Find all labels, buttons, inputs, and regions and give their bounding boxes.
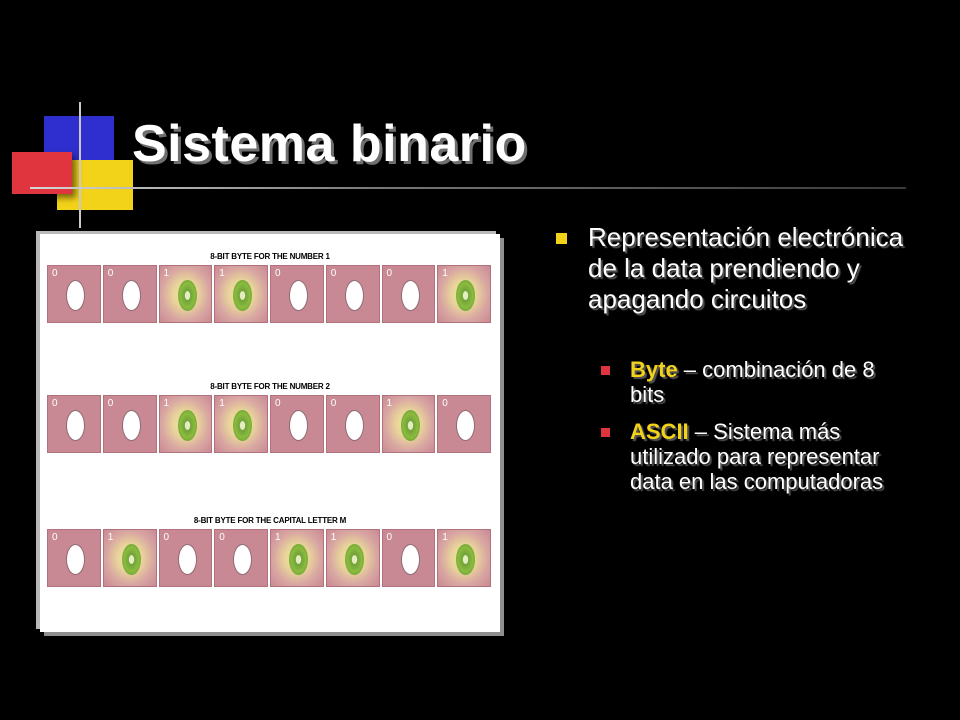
- bit-cell: [437, 529, 491, 587]
- sub-bullet-keyword: ASCII: [630, 419, 689, 444]
- bit-value: 0: [275, 268, 281, 279]
- bit-value: 0: [107, 268, 114, 279]
- bit-cell: [47, 265, 101, 323]
- bulb-off-icon: [401, 544, 420, 575]
- title-underline: [30, 187, 906, 189]
- bit-cell: [270, 265, 324, 323]
- bulb-off-icon: [233, 544, 252, 575]
- bit-value: 0: [52, 268, 58, 279]
- bulb-on-icon: [122, 544, 141, 575]
- bit-cells: [47, 395, 493, 455]
- bulb-off-icon: [401, 280, 420, 311]
- bulb-on-icon: [178, 280, 197, 311]
- sub-bullet-keyword: Byte: [630, 357, 678, 382]
- slide-title: Sistema binario: [132, 115, 527, 173]
- bit-cell: [326, 529, 380, 587]
- bit-value: 0: [330, 268, 337, 279]
- bit-value: 0: [52, 532, 58, 543]
- bit-value: 1: [442, 532, 448, 543]
- bit-value: 0: [386, 532, 393, 543]
- bit-cell: [159, 529, 213, 587]
- bulb-on-icon: [289, 544, 308, 575]
- bulb-on-icon: [401, 410, 420, 441]
- bit-value: 0: [275, 398, 281, 409]
- bit-value: 0: [107, 398, 114, 409]
- bit-cell: [437, 265, 491, 323]
- bit-cell: [326, 265, 380, 323]
- bullet-marker: [556, 233, 567, 244]
- bit-cell: [382, 265, 436, 323]
- bit-cell: [159, 265, 213, 323]
- sub-bullet-text: Sistema más utilizado para representar data en las computadoras: [630, 419, 884, 494]
- bulb-off-icon: [456, 410, 475, 441]
- bit-cell: [103, 265, 157, 323]
- bulb-off-icon: [178, 544, 197, 575]
- bit-value: 1: [163, 398, 170, 409]
- bit-cell: [326, 395, 380, 453]
- byte-panel-title: 8-BIT BYTE FOR THE CAPITAL LETTER M: [193, 516, 347, 525]
- bit-value: 1: [163, 268, 170, 279]
- bit-cell: [382, 529, 436, 587]
- bit-value: 1: [275, 532, 281, 543]
- bulb-on-icon: [233, 280, 252, 311]
- bit-value: 1: [219, 398, 225, 409]
- bulb-off-icon: [66, 280, 85, 311]
- bit-value: 0: [442, 398, 448, 409]
- bulb-off-icon: [122, 410, 141, 441]
- bit-cell: [382, 395, 436, 453]
- binary-byte-figure: [40, 234, 500, 632]
- bulb-on-icon: [456, 280, 475, 311]
- bit-cell: [214, 529, 268, 587]
- bit-value: 0: [163, 532, 170, 543]
- bulb-off-icon: [66, 544, 85, 575]
- decor-vertical-line: [79, 102, 81, 228]
- bulb-off-icon: [122, 280, 141, 311]
- main-bullet: [554, 222, 914, 315]
- bit-cell: [47, 529, 101, 587]
- sub-bullet-byte: [600, 357, 914, 407]
- sub-bullet-separator: –: [677, 357, 703, 382]
- bit-cell: [437, 395, 491, 453]
- main-bullet-text: Representación electrónica de la data prendiendo y apagando circuitos: [588, 222, 904, 314]
- bit-cell: [270, 529, 324, 587]
- bit-value: 1: [219, 268, 225, 279]
- bulb-on-icon: [178, 410, 197, 441]
- bit-value: 0: [386, 268, 393, 279]
- byte-panel-title: 8-BIT BYTE FOR THE NUMBER 2: [210, 382, 330, 391]
- bulb-off-icon: [345, 410, 364, 441]
- sub-bullet-marker: [601, 428, 610, 437]
- bulb-on-icon: [345, 544, 364, 575]
- bit-value: 0: [52, 398, 58, 409]
- bullet-list: [554, 222, 914, 494]
- bulb-off-icon: [345, 280, 364, 311]
- sub-bullet-marker: [601, 366, 610, 375]
- bit-value: 1: [386, 398, 393, 409]
- bit-cell: [214, 265, 268, 323]
- sub-bullet-separator: –: [688, 419, 714, 444]
- bit-cell: [103, 529, 157, 587]
- bulb-off-icon: [66, 410, 85, 441]
- bit-cell: [47, 395, 101, 453]
- bit-cell: [103, 395, 157, 453]
- bit-cells: [47, 265, 493, 325]
- bit-cell: [159, 395, 213, 453]
- bit-value: 0: [219, 532, 225, 543]
- bit-cells: [47, 529, 493, 589]
- bulb-off-icon: [289, 280, 308, 311]
- bulb-on-icon: [233, 410, 252, 441]
- sub-bullet-text: combinación de 8 bits: [630, 357, 875, 407]
- bit-value: 1: [107, 532, 114, 543]
- byte-panel-title: 8-BIT BYTE FOR THE NUMBER 1: [210, 252, 330, 261]
- bit-cell: [270, 395, 324, 453]
- bit-value: 0: [330, 398, 337, 409]
- bit-cell: [214, 395, 268, 453]
- sub-bullet-ascii: [600, 419, 914, 494]
- bit-value: 1: [330, 532, 337, 543]
- bulb-on-icon: [456, 544, 475, 575]
- bit-value: 1: [442, 268, 448, 279]
- bulb-off-icon: [289, 410, 308, 441]
